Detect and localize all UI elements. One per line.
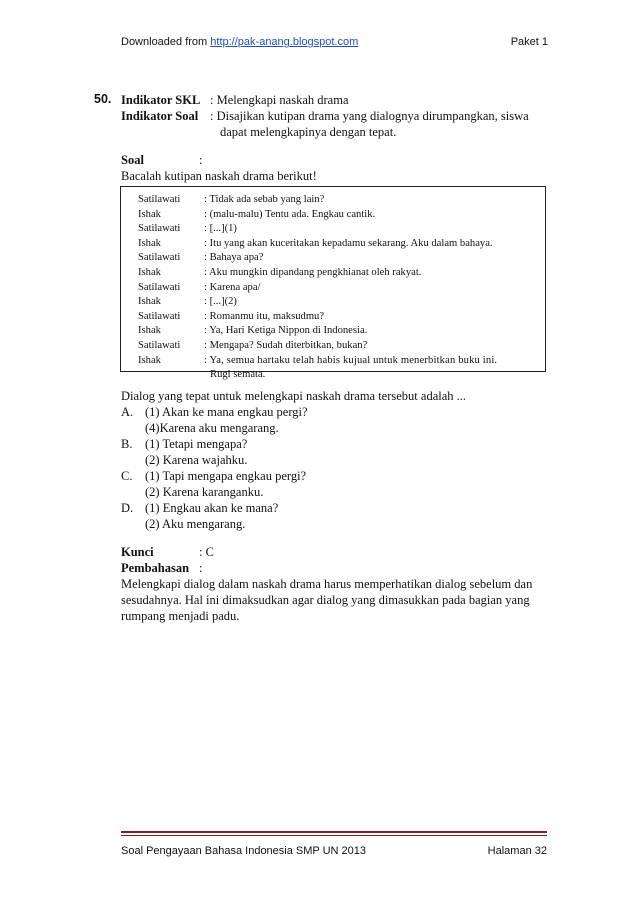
dialogue-speaker: Satilawati	[138, 340, 181, 351]
pembahasan-text-1: Melengkapi dialog dalam naskah drama harus memperhatikan dialog sebelum dan	[121, 577, 533, 591]
dialogue-speaker: Ishak	[138, 267, 161, 278]
footer-rule-thin	[121, 835, 547, 836]
pembahasan-text-3: rumpang menjadi padu.	[121, 609, 240, 623]
option-d-line1: (1) Engkau akan ke mana?	[145, 501, 279, 515]
dialogue-text: : [...](2)	[204, 296, 237, 308]
skl-label: Indikator SKL	[121, 93, 201, 107]
dialogue-speaker: Ishak	[138, 354, 161, 366]
dialogue-text: : Mengapa? Sudah diterbitkan, bukan?	[204, 340, 368, 351]
dialogue-speaker: Satilawati	[138, 281, 181, 293]
footer-title: Soal Pengayaan Bahasa Indonesia SMP UN 2013	[121, 845, 367, 857]
option-d-line2: (2) Aku mengarang.	[145, 517, 246, 531]
footer-page-number: Halaman 32	[487, 845, 547, 857]
dialogue-speaker: Satilawati	[138, 252, 181, 264]
dialogue-speaker: Ishak	[138, 208, 161, 220]
dialogue-box	[120, 186, 546, 381]
header-paket: Paket 1	[510, 36, 548, 48]
dialogue-continuation-text: Rugi semata.	[210, 369, 266, 381]
option-a-line1: (1) Akan ke mana engkau pergi?	[145, 405, 308, 419]
dialogue-text: : (malu-malu) Tentu ada. Engkau cantik.	[204, 208, 376, 220]
pembahasan-label: Pembahasan	[121, 561, 190, 575]
dialogue-speaker: Ishak	[138, 296, 161, 308]
dialogue-text: : Karena apa/	[204, 281, 261, 293]
dialogue-speaker: Ishak	[138, 237, 161, 249]
option-c-line1: (1) Tapi mengapa engkau pergi?	[145, 469, 307, 483]
dialogue-speaker: Satilawati	[138, 194, 181, 205]
dialogue-speaker: Satilawati	[138, 223, 181, 235]
dialogue-text: : Romanmu itu, maksudmu?	[204, 310, 325, 322]
instruction: Bacalah kutipan naskah drama berikut!	[121, 169, 317, 183]
option-a-line2: (4)Karena aku mengarang.	[145, 421, 279, 435]
option-c-letter[interactable]: C.	[121, 469, 133, 483]
dialogue-speaker: Ishak	[138, 325, 161, 337]
option-d-letter[interactable]: D.	[121, 501, 134, 515]
dialogue-text: : Ya, Hari Ketiga Nippon di Indonesia.	[204, 325, 368, 337]
soal-indikator-label: Indikator Soal	[121, 109, 199, 123]
dialogue-text: : Aku mungkin dipandang pengkhianat oleh rakyat.	[204, 267, 422, 278]
dialogue-text: : Ya, semua hartaku telah habis kujual untuk menerbitkan buku ini.	[204, 354, 498, 366]
dialogue-speaker: Satilawati	[138, 310, 181, 322]
header-link[interactable]: http://pak-anang.blogspot.com	[210, 36, 359, 48]
pembahasan-colon: :	[199, 561, 203, 575]
soal-label: Soal	[121, 153, 144, 167]
soal-indikator-value-1: : Disajikan kutipan drama yang dialognya dirumpangkan, siswa	[210, 109, 529, 123]
option-b-line2: (2) Karena wajahku.	[145, 453, 248, 467]
skl-value: : Melengkapi naskah drama	[210, 93, 349, 107]
question-prompt: Dialog yang tepat untuk melengkapi naskah drama tersebut adalah ...	[121, 389, 467, 403]
question-number: 50.	[94, 92, 112, 106]
page-footer	[121, 845, 547, 857]
dialogue-text: : Itu yang akan kuceritakan kepadamu sekarang. Aku dalam bahaya.	[204, 237, 493, 249]
footer-rule	[121, 831, 547, 833]
pembahasan-text-2: sesudahnya. Hal ini dimaksudkan agar dialog yang dimasukkan pada bagian yang	[121, 593, 530, 607]
kunci-label: Kunci	[121, 545, 154, 559]
option-c-line2: (2) Karena karanganku.	[145, 485, 264, 499]
soal-indikator-value-2: dapat melengkapinya dengan tepat.	[220, 125, 397, 139]
option-a-letter[interactable]: A.	[121, 405, 134, 419]
dialogue-text: : Bahaya apa?	[204, 252, 264, 264]
kunci-value: : C	[199, 545, 214, 559]
header-prefix: Downloaded from	[121, 36, 211, 48]
soal-colon: :	[199, 153, 203, 167]
dialogue-text: : Tidak ada sebab yang lain?	[204, 194, 325, 205]
option-b-letter[interactable]: B.	[121, 437, 133, 451]
option-b-line1: (1) Tetapi mengapa?	[145, 437, 248, 451]
page-header	[121, 36, 548, 48]
dialogue-text: : [...](1)	[204, 223, 237, 235]
